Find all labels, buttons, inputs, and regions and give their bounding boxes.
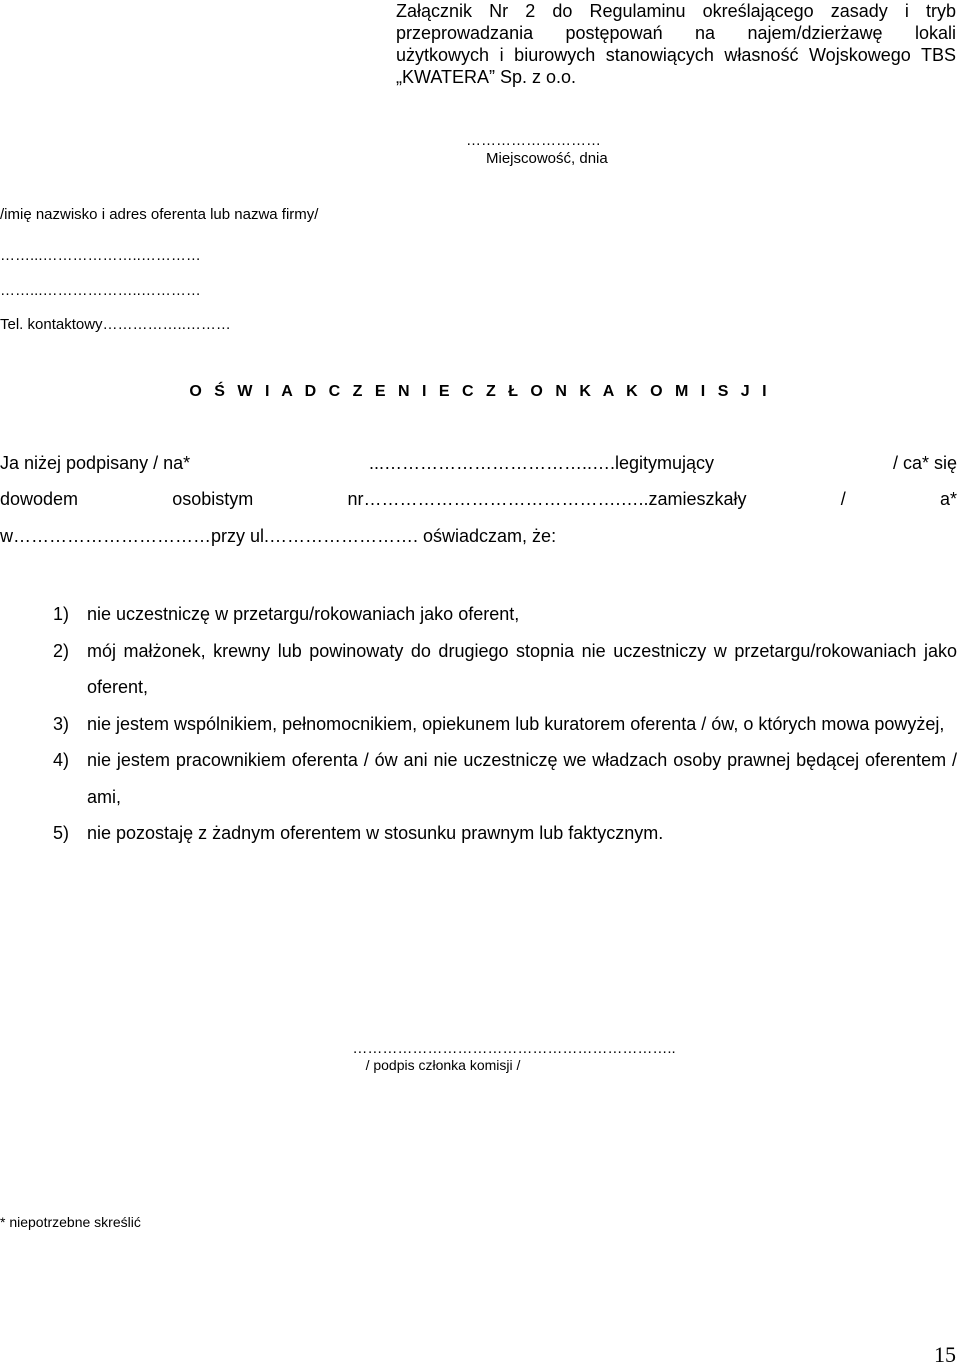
list-item-number: 4): [53, 750, 70, 770]
declaration-l2d: /: [840, 489, 846, 509]
list-item: [53, 742, 957, 815]
list-item-text: nie jestem pracownikiem oferenta / ów ani nie uczestniczę we władzach osoby prawnej będącej oferentem / ami,: [87, 750, 957, 807]
offeror-dots-2: ……...………………..…………: [0, 282, 201, 299]
place-date-dots: ………………………: [466, 132, 601, 149]
list-item: [53, 596, 957, 633]
list-item-number: 1): [53, 604, 70, 624]
annex-line-4: „KWATERA” Sp. z o.o.: [396, 67, 577, 87]
annex-line-2: przeprowadzania postępowań na najem/dzierżawę lokali: [396, 23, 956, 43]
place-date-label: Miejscowość, dnia: [486, 150, 608, 167]
declaration-l1c: / ca* się: [892, 453, 957, 473]
declaration-l2a: dowodem: [0, 489, 79, 509]
offeror-dots-1: ……...………………..…………: [0, 247, 201, 264]
list-item: [53, 815, 957, 852]
list-item: [53, 706, 957, 743]
footnote: * niepotrzebne skreślić: [0, 1214, 141, 1230]
phone-line: Tel. kontaktowy……………..………: [0, 316, 231, 333]
list-item-text: nie uczestniczę w przetargu/rokowaniach jako oferent,: [87, 604, 520, 624]
declaration-l2e: a*: [939, 489, 957, 509]
declaration-l2c: nr…………………………………….…..zamieszkały: [347, 489, 747, 509]
list-item: [53, 633, 957, 706]
annex-line-3: użytkowych i biurowych stanowiących własność Wojskowego TBS: [396, 45, 956, 65]
annex-line-1: Załącznik Nr 2 do Regulaminu określającego zasady i tryb: [396, 1, 956, 21]
declaration-list: [53, 596, 957, 852]
list-item-number: 2): [53, 640, 70, 661]
list-item-text: nie jestem wspólnikiem, pełnomocnikiem, opiekunem lub kuratorem oferenta / ów, o których mowa powyżej,: [87, 713, 945, 734]
declaration-line-2: [0, 489, 957, 510]
page-number: 15: [934, 1342, 956, 1367]
signature-dots: ………………………………………………………..: [352, 1040, 676, 1057]
declaration-line-1: [0, 453, 957, 474]
declaration-l1a: Ja niżej podpisany / na*: [0, 453, 191, 473]
declaration-line-3: w……………………………przy ul.……………………. oświadczam, że:: [0, 526, 557, 546]
declaration-l2b: osobistym: [172, 489, 254, 509]
list-item-text: mój małżonek, krewny lub powinowaty do drugiego stopnia nie uczestniczy w przetargu/rokowaniach jako oferent,: [87, 640, 957, 697]
annex-header: [396, 0, 956, 88]
list-item-number: 5): [53, 823, 70, 843]
signature-label: / podpis członka komisji /: [365, 1057, 521, 1073]
list-item-number: 3): [53, 713, 70, 734]
document-title: O Ś W I A D C Z E N I E C Z Ł O N K A K O M I S J I: [189, 383, 771, 400]
list-item-text: nie pozostaję z żadnym oferentem w stosunku prawnym lub faktycznym.: [87, 823, 664, 843]
declaration-l1b: ...……………………………..….legitymujący: [369, 453, 715, 473]
offeror-label: /imię nazwisko i adres oferenta lub nazwa firmy/: [0, 206, 319, 223]
